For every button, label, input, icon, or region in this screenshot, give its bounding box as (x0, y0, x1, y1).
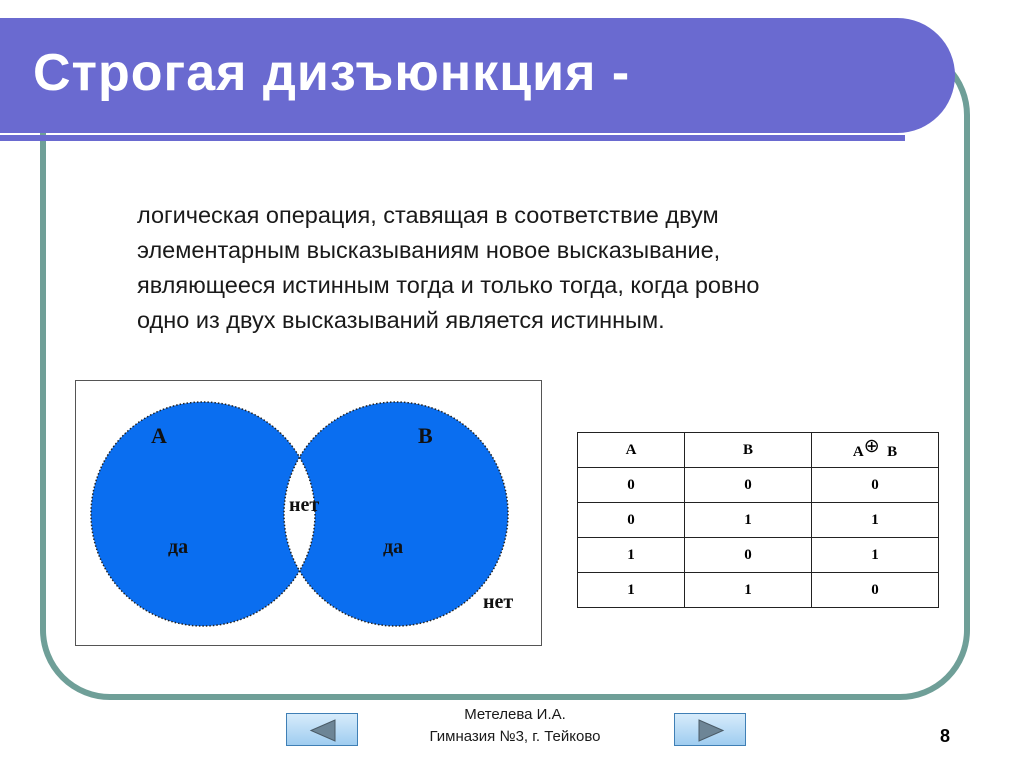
definition-line: элементарным высказываниям новое высказывание, (137, 237, 721, 263)
next-slide-button[interactable] (674, 713, 746, 746)
table-cell: 1 (685, 573, 812, 608)
truth-table (577, 432, 939, 608)
venn-yes-right: да (383, 536, 404, 558)
header-result (812, 433, 939, 468)
title-underline (0, 135, 905, 141)
table-cell: 1 (578, 573, 685, 608)
table-cell: 0 (578, 468, 685, 503)
arrow-right-icon (675, 714, 747, 747)
definition-line: логическая операция, ставящая в соответствие двум (137, 202, 719, 228)
table-header-row (578, 433, 939, 468)
header-result-b: B (887, 443, 898, 460)
venn-diagram (75, 380, 542, 646)
definition-line: одно из двух высказываний является истинным. (137, 307, 665, 333)
table-row (578, 468, 939, 503)
header-result-a: A (852, 443, 864, 460)
table-cell: 0 (685, 468, 812, 503)
table-cell: 0 (812, 573, 939, 608)
footer-author: Метелева И.А. (464, 706, 566, 723)
footer-school: Гимназия №3, г. Тейково (429, 728, 601, 745)
table-cell: 1 (812, 503, 939, 538)
table-row (578, 538, 939, 573)
arrow-left-icon (287, 714, 359, 747)
slide-title: Строгая дизъюнкция - (33, 44, 631, 102)
table-cell: 1 (812, 538, 939, 573)
xor-symbol: ⊕ (863, 435, 880, 457)
venn-label-b: B (418, 423, 433, 448)
definition-text (137, 198, 917, 338)
venn-no-outside: нет (483, 591, 514, 613)
venn-no-center: нет (289, 494, 320, 516)
table-row (578, 503, 939, 538)
table-cell: 0 (812, 468, 939, 503)
definition-line: являющееся истинным тогда и только тогда, когда ровно (137, 272, 760, 298)
venn-yes-left: да (168, 536, 189, 558)
circle-a (91, 402, 315, 626)
prev-slide-button[interactable] (286, 713, 358, 746)
venn-label-a: A (151, 423, 167, 448)
table-cell: 1 (578, 538, 685, 573)
table-cell: 0 (685, 538, 812, 573)
page-number: 8 (940, 726, 951, 746)
table-row (578, 573, 939, 608)
header-a: A (578, 433, 685, 468)
table-cell: 1 (685, 503, 812, 538)
table-cell: 0 (578, 503, 685, 538)
footer (395, 704, 635, 748)
header-b: B (685, 433, 812, 468)
